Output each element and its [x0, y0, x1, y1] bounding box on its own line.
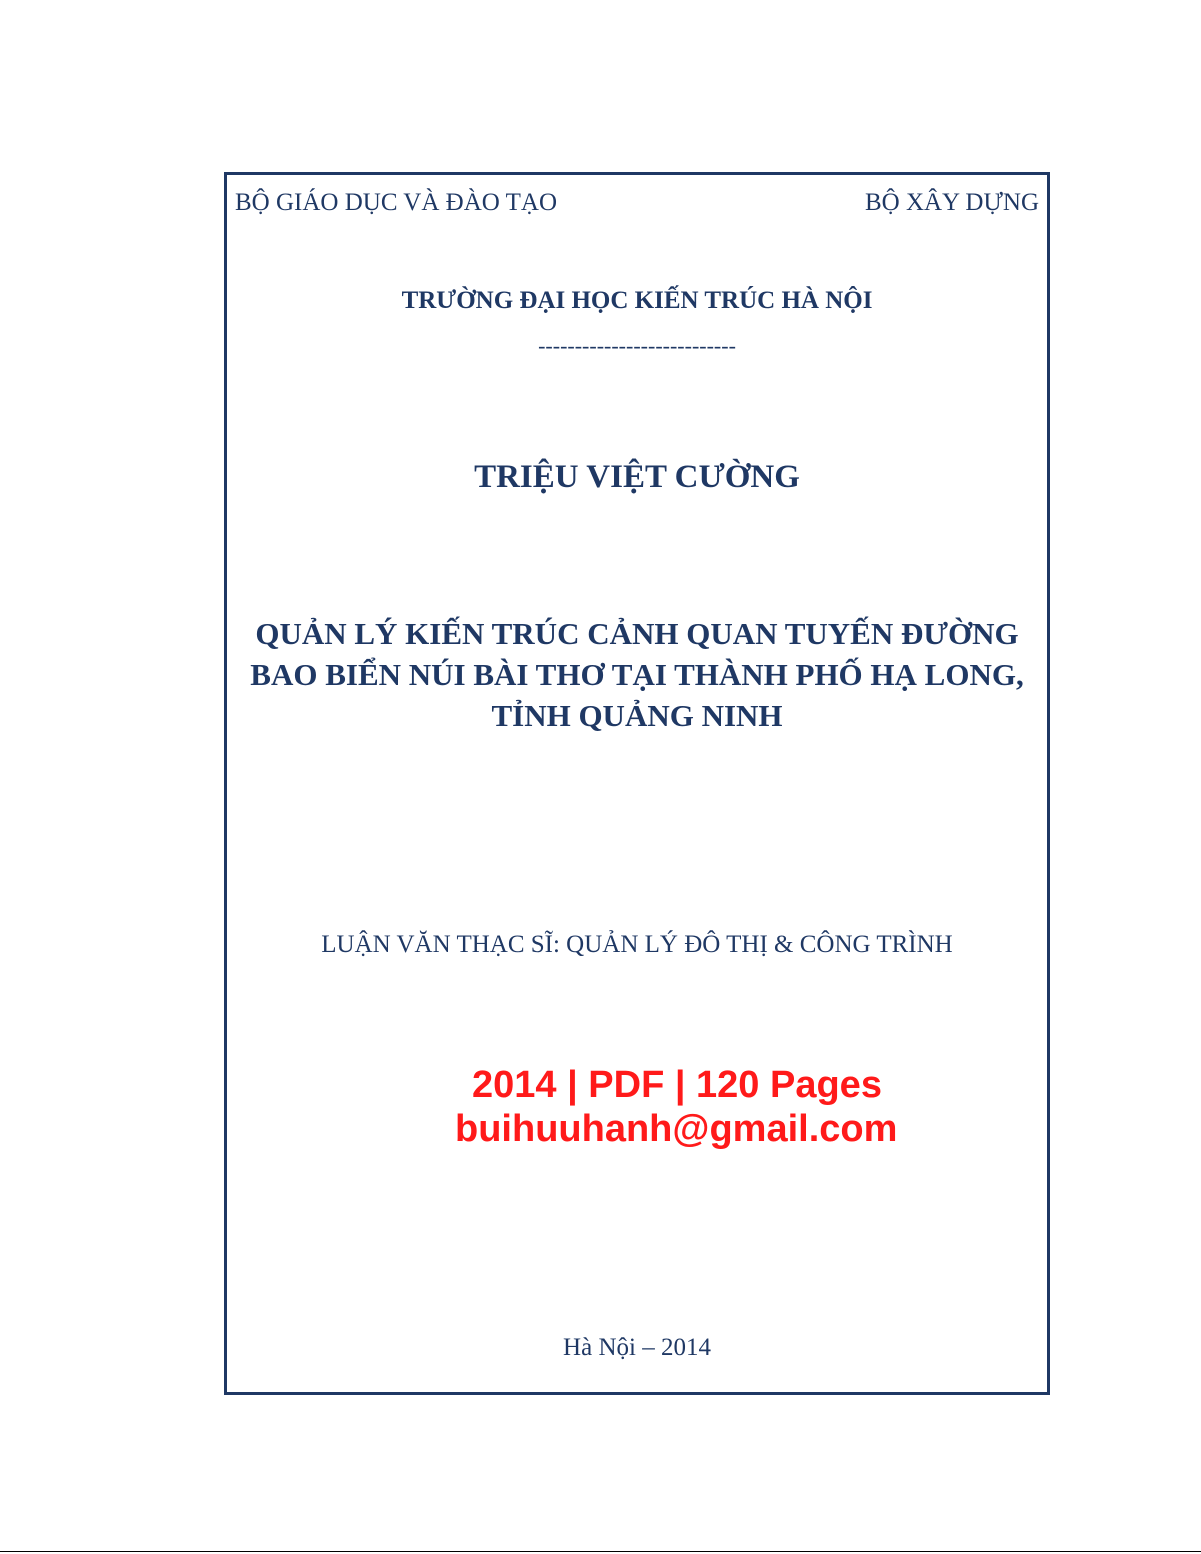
ministry-education-label: BỘ GIÁO DỤC VÀ ĐÀO TẠO	[235, 189, 557, 216]
download-watermark	[455, 1063, 897, 1151]
watermark-info: 2014 | PDF | 120 Pages	[472, 1064, 882, 1106]
degree-label: LUẬN VĂN THẠC SĨ: QUẢN LÝ ĐÔ THỊ & CÔNG TRÌNH	[321, 931, 953, 958]
author-name: TRIỆU VIỆT CƯỜNG	[474, 459, 800, 495]
thesis-title-line-2: BAO BIỂN NÚI BÀI THƠ TẠI THÀNH PHỐ HẠ LONG,	[250, 657, 1024, 692]
cover-page-frame	[224, 172, 1050, 1395]
watermark-email: buihuuhanh@gmail.com	[455, 1108, 898, 1150]
separator-line: ---------------------------	[538, 333, 736, 358]
ministry-construction-label: BỘ XÂY DỰNG	[864, 189, 1039, 216]
university-name: TRƯỜNG ĐẠI HỌC KIẾN TRÚC HÀ NỘI	[401, 287, 873, 314]
thesis-title-line-1: QUẢN LÝ KIẾN TRÚC CẢNH QUAN TUYẾN ĐƯỜNG	[255, 616, 1019, 651]
thesis-title	[227, 613, 1047, 736]
place-and-year: Hà Nội – 2014	[563, 1334, 711, 1361]
thesis-title-line-3: TỈNH QUẢNG NINH	[491, 698, 783, 733]
page-bottom-rule	[0, 1551, 1201, 1552]
